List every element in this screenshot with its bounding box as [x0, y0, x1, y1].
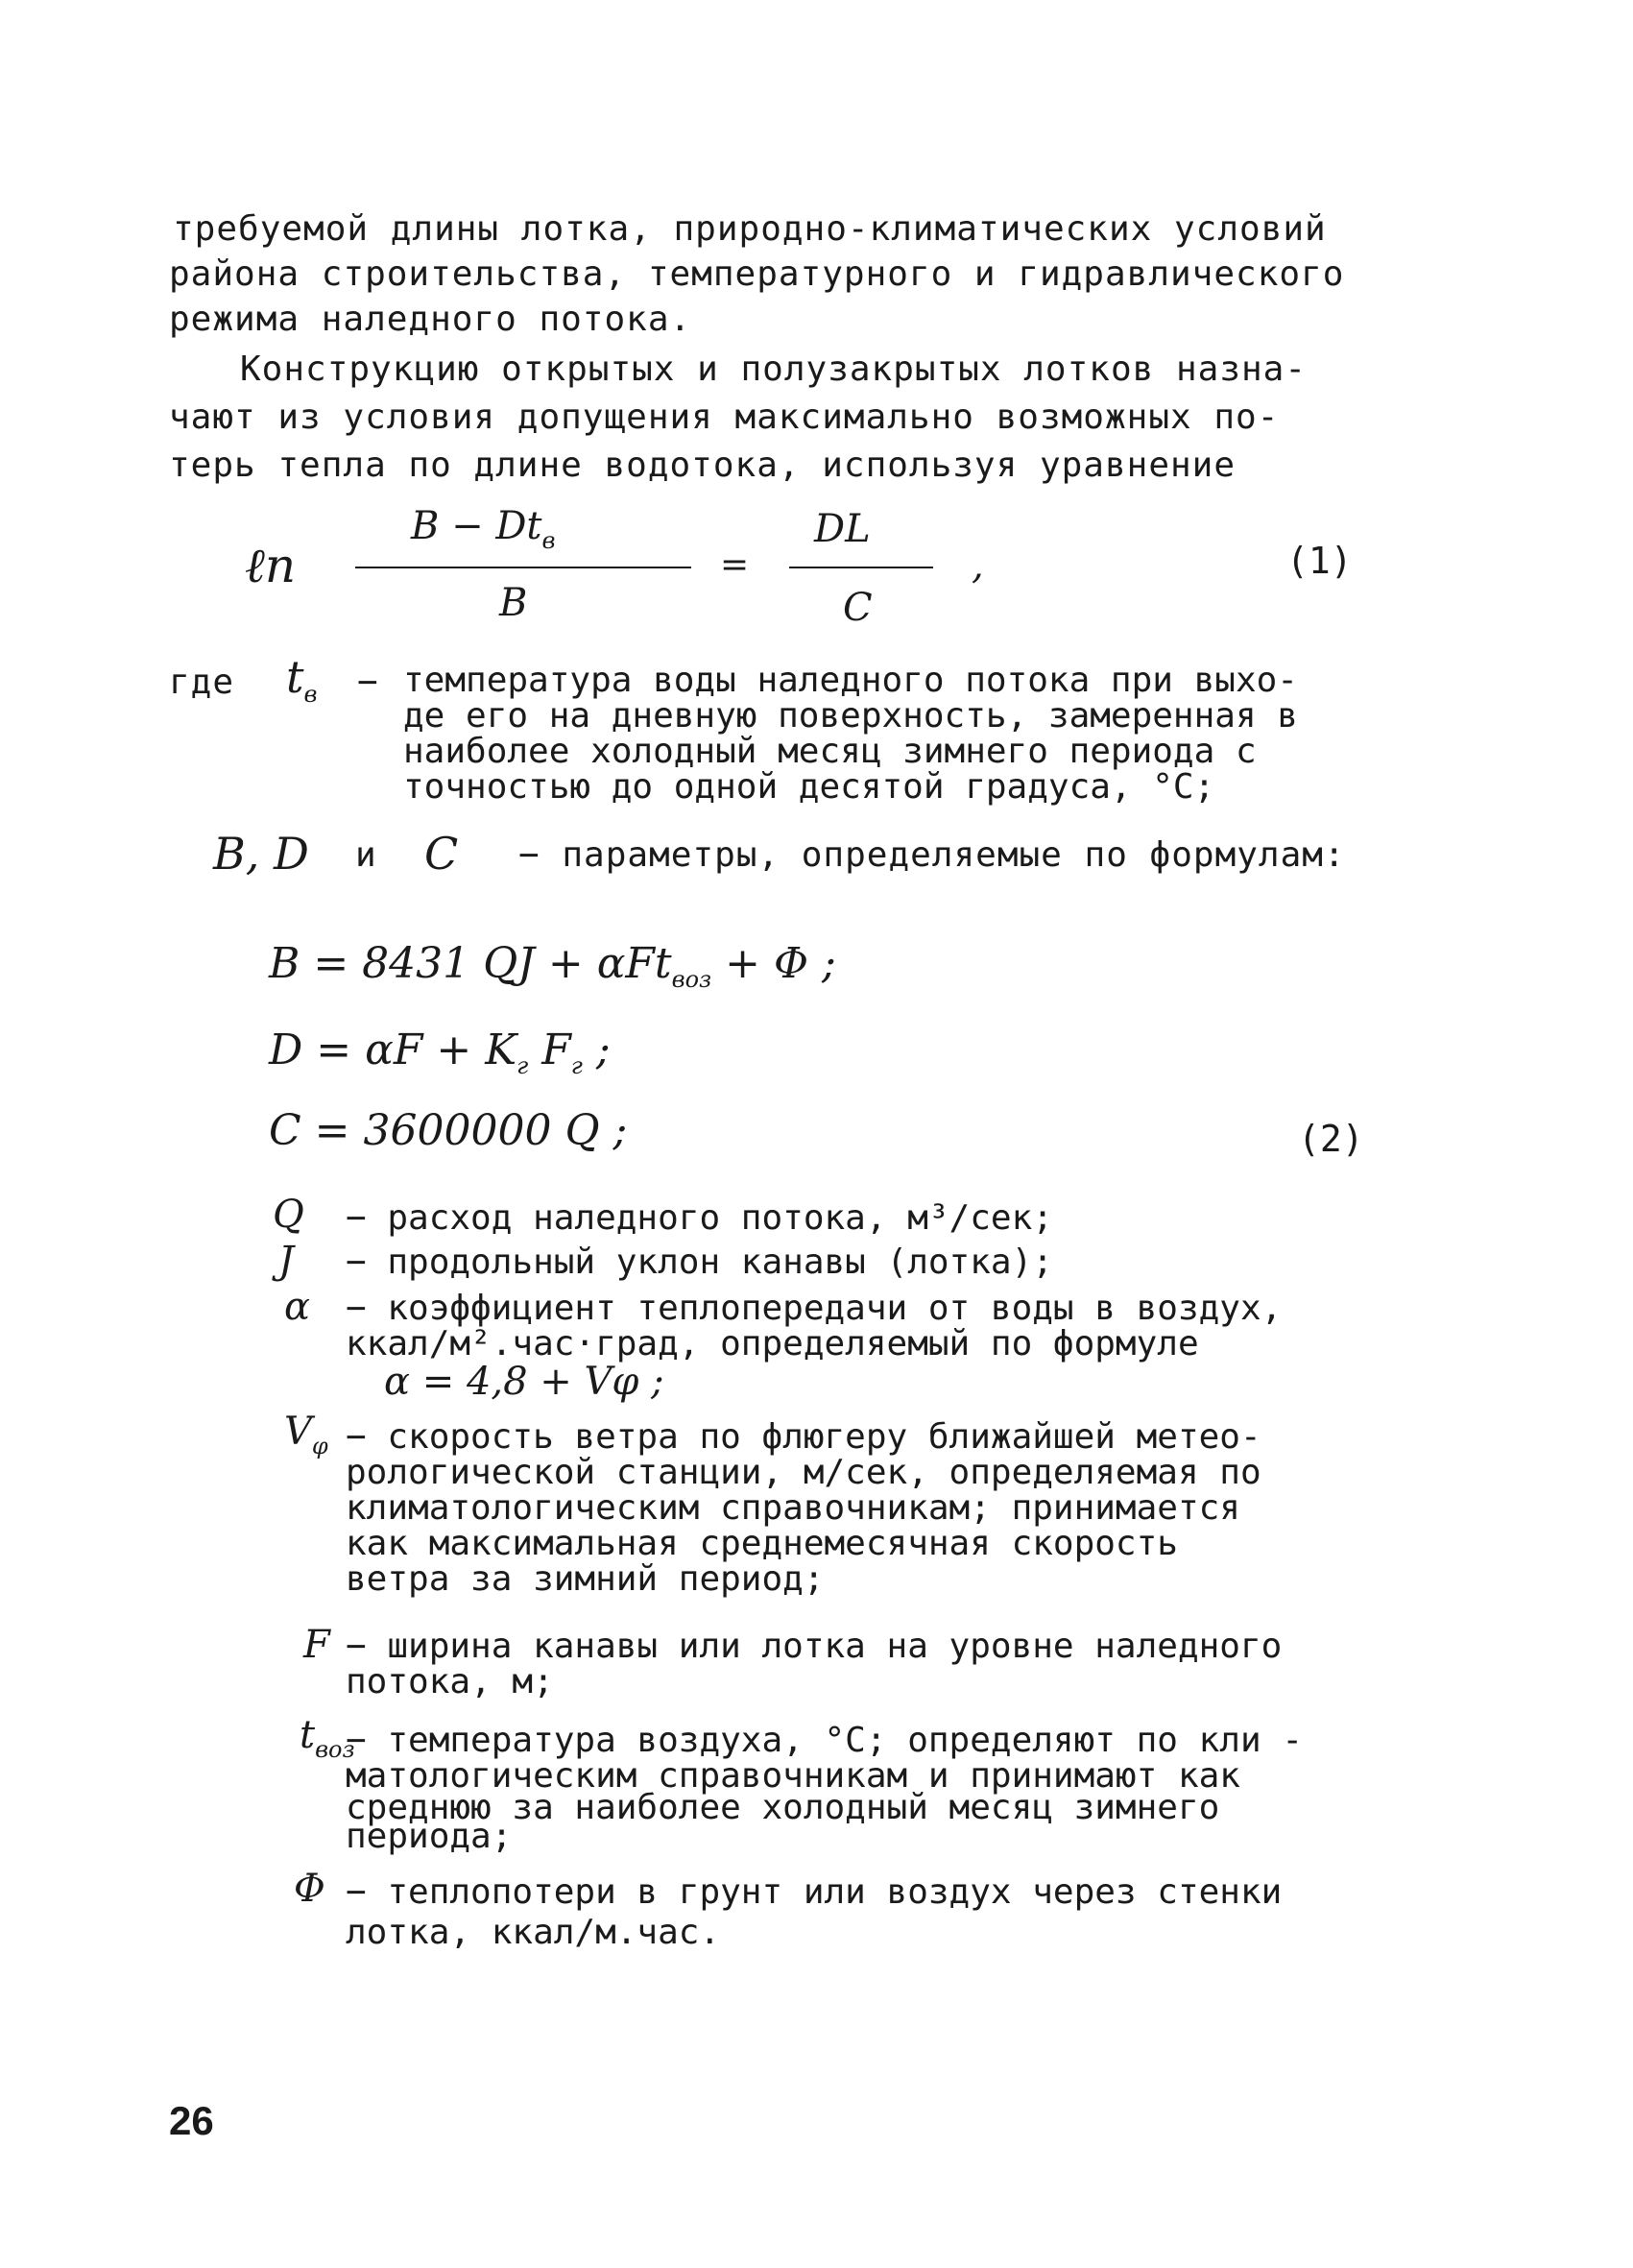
alpha-formula: α = 4,8 + Vφ ;	[384, 1360, 664, 1404]
para2-line-1: Конструкцию открытых и полузакрытых лотков назна-	[240, 350, 1308, 389]
def-phi-line-1: − теплопотери в грунт или воздух через стенки	[346, 1872, 1283, 1912]
intro-line-3: режима наледного потока.	[169, 300, 692, 339]
def-v-line-1: − скорость ветра по флюгеру ближайшей метео-	[346, 1417, 1261, 1457]
eq1-right-numerator: DL	[814, 507, 871, 551]
def-v-line-3: климатологическим справочникам; принимается	[346, 1488, 1240, 1528]
where-word: где	[169, 663, 235, 702]
def-tvoz-line-2: матологическим справочникам и принимают как	[346, 1756, 1240, 1796]
eq1-comma: ,	[972, 543, 984, 588]
eq2-number: (2)	[1298, 1118, 1364, 1160]
eq2-c-line: C = 3600000 Q ;	[269, 1106, 628, 1155]
eq2-b-line: B = 8431 QJ + αFt$_{воз}$ + Φ ;	[269, 939, 836, 993]
def-v-symbol: $V_\varphi$	[284, 1410, 328, 1460]
def-v-line-5: ветра за зимний период;	[346, 1559, 825, 1599]
eq1-ln: ℓn	[245, 538, 297, 593]
tv-def-line-4: точностью до одной десятой градуса, °С;	[403, 767, 1215, 807]
bd-symbols: B, D	[213, 828, 309, 880]
eq2-d-line: $D = \alpha F + K_г$ $F_г$ ;	[269, 1025, 611, 1079]
eq1-right-denominator: C	[843, 586, 873, 630]
def-alpha-line-1: − коэффициент теплопередачи от воды в воздух,	[346, 1289, 1283, 1328]
def-f-symbol: F	[303, 1623, 330, 1667]
def-v-line-4: как максимальная среднемесячная скорость	[346, 1524, 1178, 1563]
intro-line-2: района строительства, температурного и гидравлического	[169, 254, 1345, 294]
def-tvoz-line-4: периода;	[346, 1817, 513, 1856]
def-j-line-1: − продольный уклон канавы (лотка);	[346, 1243, 1053, 1282]
def-alpha-line-2: ккал/м².час·град, определяемый по формуле	[346, 1324, 1199, 1363]
eq1-number: (1)	[1286, 540, 1353, 582]
tv-dash: −	[357, 663, 378, 702]
def-f-line-2: потока, м;	[346, 1662, 554, 1701]
tv-def-line-2: де его на дневную поверхность, замеренная в	[403, 696, 1298, 736]
tv-symbol: $t_в$	[286, 651, 318, 708]
def-tvoz-symbol: $t_{воз}$	[300, 1713, 355, 1763]
bdc-def-text: − параметры, определяемые по формулам:	[518, 835, 1346, 875]
eq1-denominator: B	[499, 581, 528, 625]
def-phi-symbol: Φ	[294, 1867, 325, 1911]
c-symbol: C	[424, 828, 459, 880]
def-tvoz-line-1: − температура воздуха, °С; определяют по кли -	[346, 1721, 1303, 1760]
bdc-and: и	[355, 835, 377, 875]
def-j-symbol: J	[278, 1239, 295, 1283]
def-q-line-1: − расход наледного потока, м³/сек;	[346, 1198, 1053, 1238]
def-tvoz-line-3: среднюю за наиболее холодный месяц зимнего	[346, 1788, 1220, 1827]
eq1-equals: =	[720, 545, 750, 585]
eq1-numerator: $B - Dt_в$	[411, 504, 556, 554]
para2-line-2: чают из условия допущения максимально возможных по-	[169, 398, 1280, 437]
page-number: 26	[169, 2098, 214, 2143]
def-alpha-symbol: α	[284, 1285, 311, 1329]
para2-line-3: терь тепла по длине водотока, используя уравнение	[169, 446, 1237, 485]
tv-def-line-3: наиболее холодный месяц зимнего периода с	[403, 732, 1257, 771]
def-v-line-2: рологической станции, м/сек, определяемая по	[346, 1453, 1261, 1492]
eq1-fraction-bar-left	[355, 567, 691, 568]
def-f-line-1: − ширина канавы или лотка на уровне наледного	[346, 1627, 1283, 1666]
def-phi-line-2: лотка, ккал/м.час.	[346, 1913, 721, 1952]
tv-def-line-1: температура воды наледного потока при выхо-	[403, 661, 1298, 700]
def-q-symbol: Q	[273, 1193, 304, 1237]
intro-line-1: требуемой длины лотка, природно-климатических условий	[173, 209, 1327, 249]
eq1-fraction-bar-right	[789, 567, 933, 568]
